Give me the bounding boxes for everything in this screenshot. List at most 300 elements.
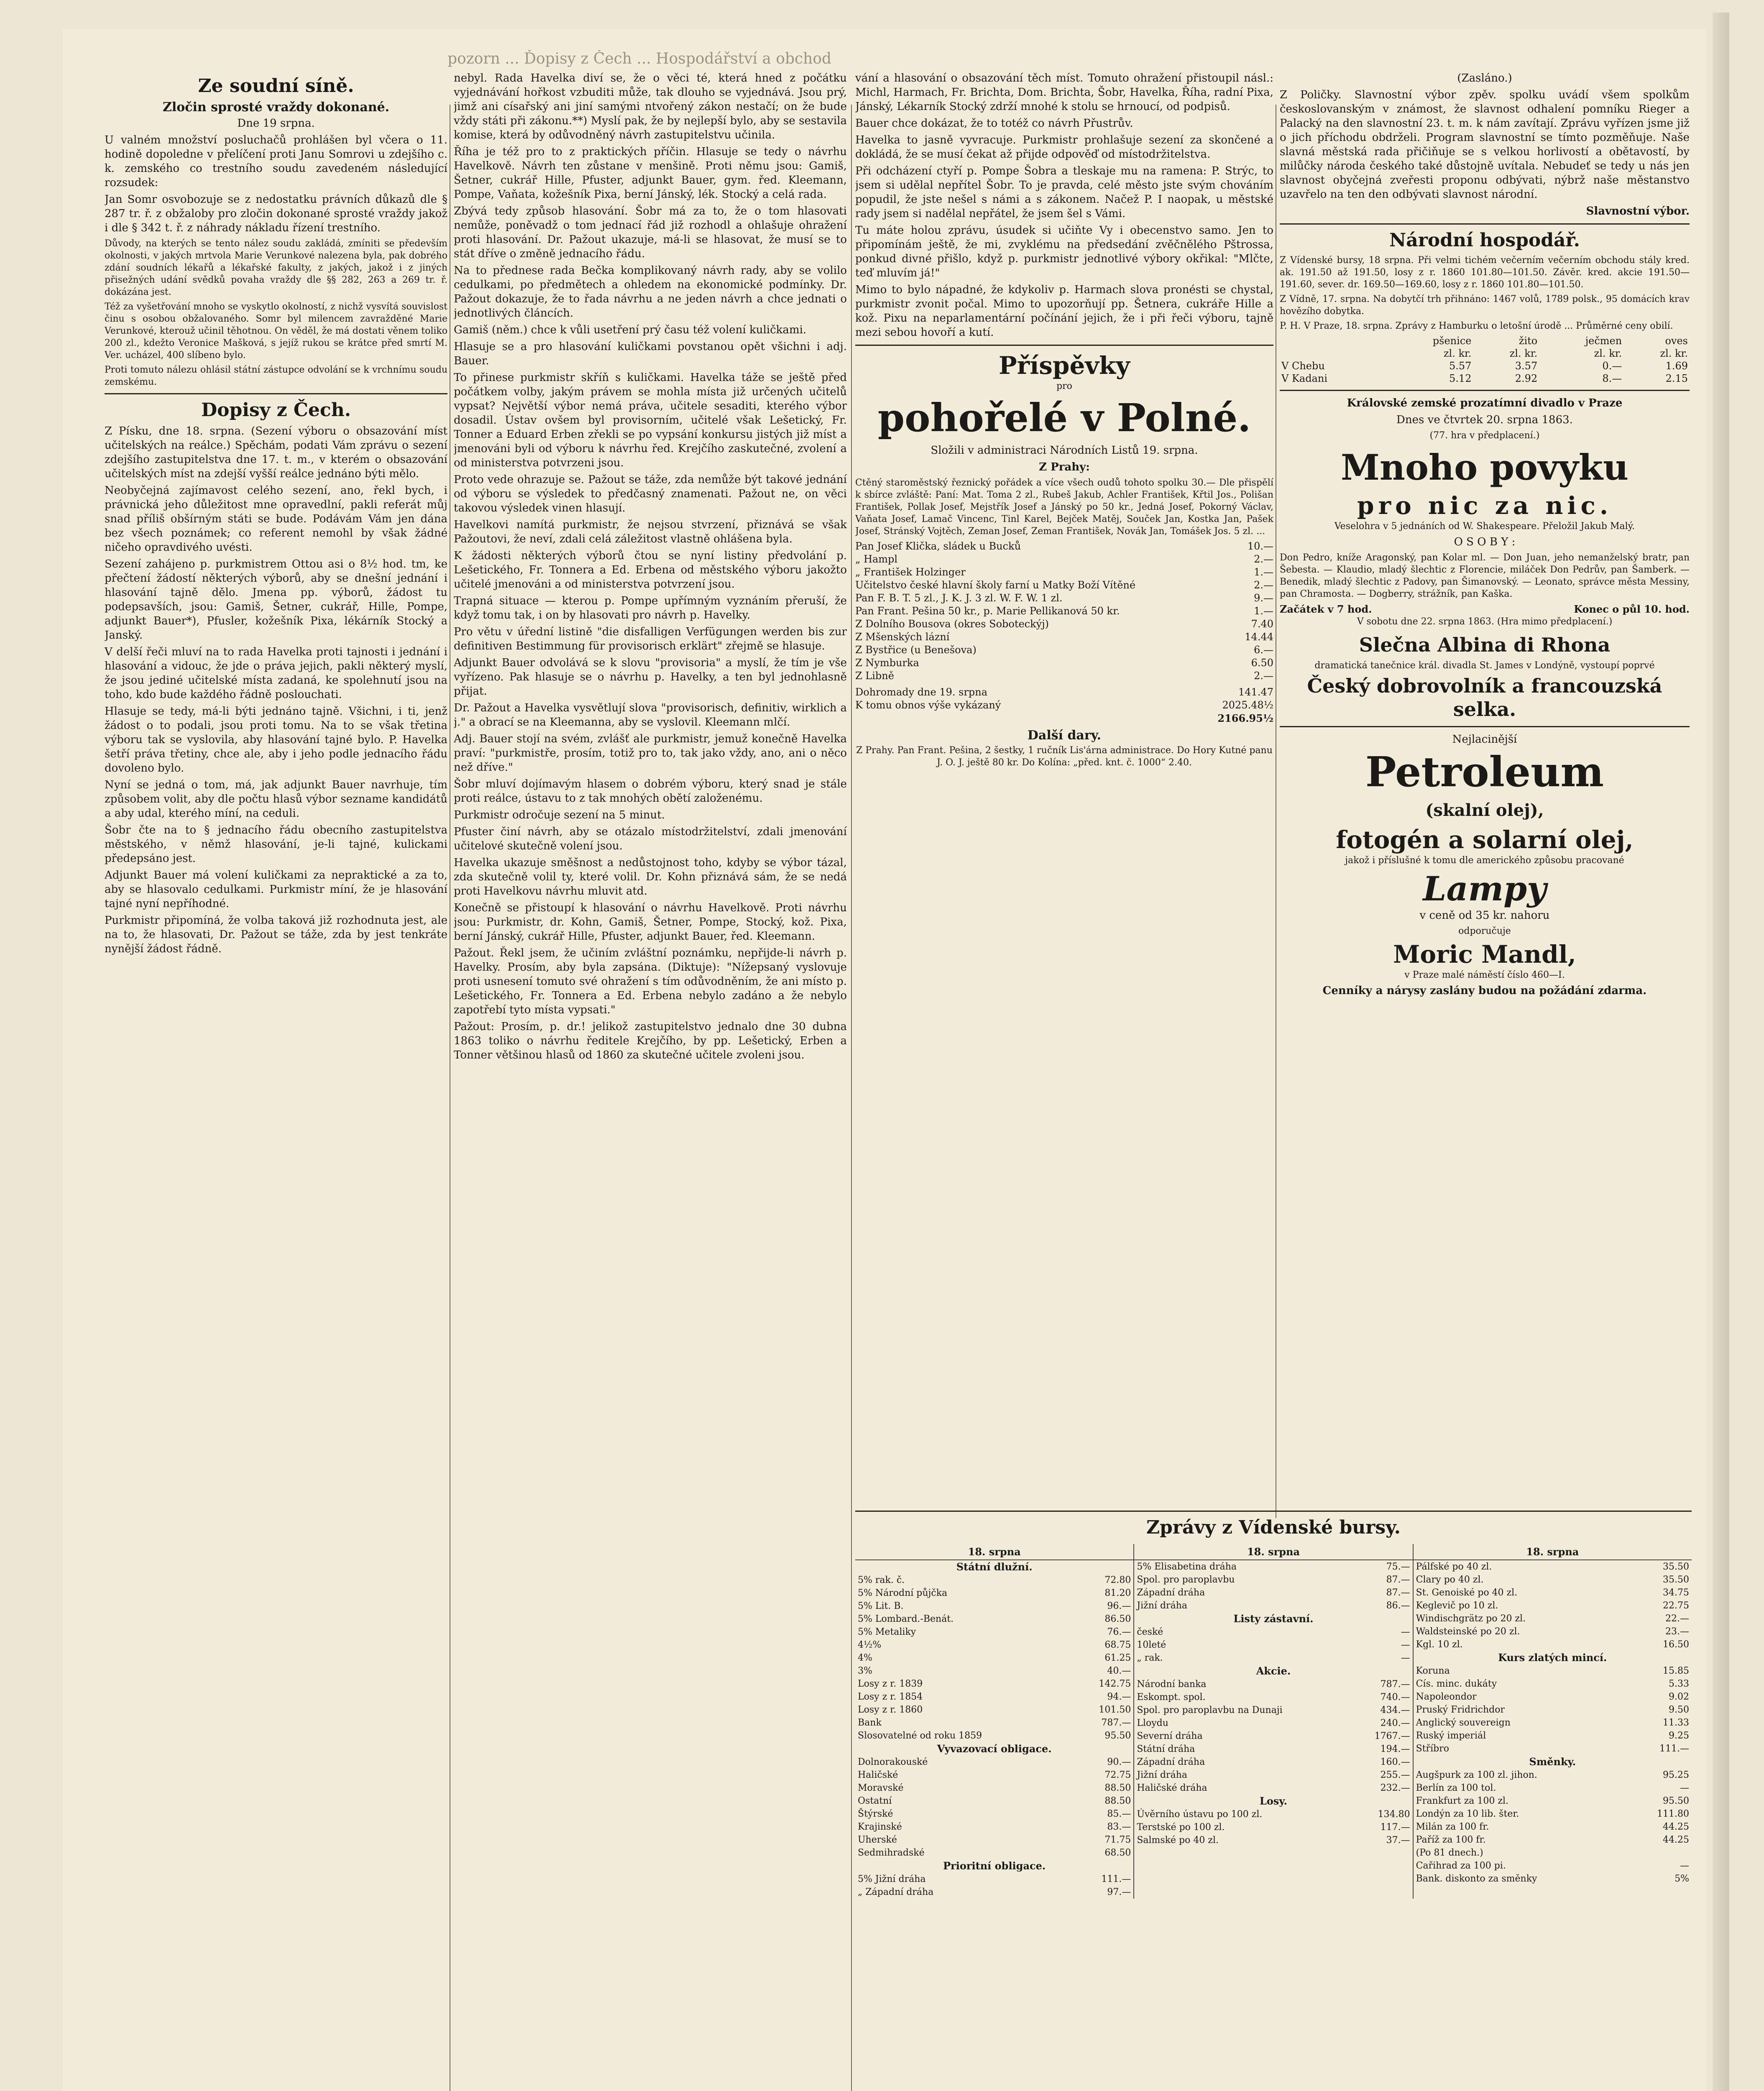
item-value: 2.— (1254, 553, 1273, 565)
section-title-economy: Národní hospodář. (1389, 230, 1580, 251)
bourse-item-value: 94.— (1107, 1692, 1131, 1702)
column-1 (105, 71, 447, 2091)
bourse-item-name: Milán za 100 fr. (1416, 1822, 1489, 1832)
bourse-item-name: 5% Lombard.-Benát. (858, 1614, 954, 1624)
next-show: V sobotu dne 22. srpna 1863. (Hra mimo předplacení.) (1357, 616, 1613, 627)
bourse-row (1414, 1807, 1692, 1820)
contributions-title: Příspěvky (999, 351, 1130, 380)
total-value: 2025.48½ (1222, 699, 1273, 711)
bourse-item-value: 34.75 (1663, 1587, 1689, 1598)
bourse-item-name: Spol. pro paroplavbu na Dunaji (1137, 1705, 1283, 1715)
bourse-row (1134, 1834, 1412, 1847)
list-item (855, 618, 1273, 631)
signature: Slavnostní výbor. (1586, 205, 1690, 217)
item-label: Učitelstvo české hlavní školy farní u Matky Boží Vítěné (855, 579, 1136, 591)
table-cell: V Chebu (1281, 360, 1325, 372)
bourse-section-header: Státní dlužní. (956, 1561, 1033, 1573)
top-bleed-through: pozorn ... Ďopisy z Čech ... Hospodářství a obchod (447, 50, 832, 67)
item-value: 7.40 (1251, 618, 1273, 630)
bourse-item-name: Národní banka (1137, 1679, 1207, 1690)
item-label: Z Libně (855, 670, 894, 682)
bourse-item-value: 44.25 (1663, 1835, 1689, 1845)
divider (1280, 726, 1690, 727)
bourse-item-name: Windischgrätz po 20 zl. (1416, 1613, 1526, 1624)
bourse-section-header: Vyvazovací obligace. (937, 1743, 1052, 1755)
divider (1280, 390, 1690, 391)
bourse-section-header: Směnky. (1529, 1756, 1576, 1768)
bourse-item-value: 35.50 (1663, 1575, 1689, 1585)
bourse-column (1413, 1544, 1692, 1899)
bourse-row (855, 1664, 1133, 1677)
bourse-item-value: 85.— (1107, 1809, 1131, 1819)
contributions-main-title: pohořelé v Polné. (877, 395, 1251, 440)
item-value: 10.— (1247, 540, 1273, 552)
bourse-item-name: „ rak. (1137, 1653, 1163, 1663)
bourse-row (1414, 1794, 1692, 1807)
bourse-item-name: 5% Elisabetina dráha (1137, 1562, 1237, 1572)
table-cell: 5.57 (1449, 360, 1472, 372)
bourse-item-name: české (1137, 1627, 1163, 1637)
bourse-row (1134, 1769, 1412, 1782)
bourse-item-name: Eskompt. spol. (1137, 1692, 1206, 1702)
bourse-item-name: 5% Jižní dráha (858, 1874, 926, 1884)
paragraph: Z Poličky. Slavnostní výbor zpěv. spolku uvádí všem spolkům českoslovanským v známost, že slavnost odhalení pomníku Rieger a Palacký na den slavnostní 23. t. m. k nám zavítají. Zprávu vyřízen jsme již o jich příchodu obdrželi. Program slavnostní se tímto pozměňuje. Naše slavná městská rada přičiňuje se s velkou horlivostí a obětavostí, by milůčky národa českého také důstojně uvítala. Nebudeť se tedy u nás jen slavnost obyčejná zveřesti proponu odbývati, nýbrž naše městanstvo uzavřelo na ten den odbývati slavnost národní. (1280, 89, 1690, 201)
bourse-row (855, 1613, 1133, 1626)
list-item (855, 670, 1273, 683)
bourse-item-name: Jižní dráha (1137, 1600, 1187, 1611)
list-item (855, 605, 1273, 618)
bourse-col-header: 18. srpna (1134, 1544, 1412, 1560)
bourse-item-value: 117.— (1380, 1822, 1410, 1833)
bourse-item-name: Augšpurk za 100 zl. jihon. (1416, 1770, 1537, 1780)
item-label: Z Nymburka (855, 657, 919, 669)
bourse-row (855, 1716, 1133, 1729)
play-title: Mnoho povyku (1340, 447, 1629, 488)
bourse-row (855, 1782, 1133, 1794)
paragraph: Proti tomuto nálezu ohlásil státní zástupce odvolání se k vrchnímu soudu zemskému. (105, 365, 447, 387)
bourse-row (855, 1794, 1133, 1807)
paragraph: Pfuster činí návrh, aby se otázalo místodržitelství, zdali jmenování učitelové skutečně volení jsou. (454, 826, 847, 852)
bourse-item-name: Napoleondor (1416, 1692, 1477, 1702)
table-cell: 0.— (1602, 360, 1622, 372)
bourse-item-name: St. Genoiské po 40 zl. (1416, 1587, 1518, 1598)
bourse-item-value: 61.25 (1104, 1653, 1131, 1663)
bourse-item-value: 95.50 (1663, 1796, 1689, 1806)
bourse-row (1134, 1678, 1412, 1691)
item-value: 1.— (1254, 566, 1273, 578)
bourse-item-value: 111.— (1101, 1874, 1131, 1884)
table-cell: 3.57 (1515, 360, 1538, 372)
bourse-item-value: — (1401, 1640, 1410, 1650)
bourse-row (1134, 1626, 1412, 1639)
bourse-item-value: 787.— (1380, 1679, 1410, 1690)
ad-recommends: odporučuje (1458, 926, 1511, 936)
letters-body (105, 424, 447, 956)
paragraph: Též za vyšetřování mnoho se vyskytlo okolností, z nichž vysvítá souvislost činu s osobou obžalovaného. Somr byl milencem zavražděné Marie Verunkové, kterouž učinil těhotnou. On věděl, že má dostati věnem toliko 200 zl., kdežto Veronice Mašková, s jejíž rukou se krátce před smrtí M. Ver. ucházel, 400 slíbeno bylo. (105, 302, 447, 360)
item-value: 1.— (1254, 605, 1273, 617)
list-item (855, 553, 1273, 566)
table-cell: zl. kr. (1594, 348, 1622, 359)
ad-petroleum: Petroleum (1365, 748, 1604, 796)
paragraph: Šobr mluví dojímavým hlasem o dobrém výboru, který snad je stále proti reálce, ústavu to z tak mnohých obětí založenému. (454, 778, 847, 805)
grand-total-value: 2166.95½ (1217, 712, 1273, 724)
contributions-pro: pro (1056, 381, 1072, 391)
sent-in-label: (Zasláno.) (1457, 72, 1512, 84)
bourse-item-value: 88.50 (1104, 1783, 1131, 1793)
ad-cheapest: Nejlacinější (1452, 733, 1517, 746)
bourse-item-value: 255.— (1380, 1770, 1410, 1780)
table-row (1280, 335, 1690, 347)
item-label: Pan F. B. T. 5 zl., J. K. J. 3 zl. W. F. W. 1 zl. (855, 592, 1063, 604)
bourse-item-value: 23.— (1665, 1626, 1689, 1637)
bourse-row (1414, 1703, 1692, 1716)
bourse-item-name: Anglický souvereign (1416, 1718, 1511, 1728)
bourse-item-name: Frankfurt za 100 zl. (1416, 1796, 1509, 1806)
guest-name: Slečna Albina di Rhona (1359, 634, 1611, 656)
paragraph: Sezení zahájeno p. purkmistrem Ottou asi o 8½ hod. tm, ke přečtení žádostí některých výborů, aby se dnešní jednání i hlasování tajně dělo. Jmena pp. výborů, žádost tu podepsavších, jsou: Gamiš, Šetner, cukrář, Hille, Pompe, adjunkt Bauer*), Pfusler, kožešník Pixa, lékárník Stocký a Janský. (105, 558, 447, 642)
divider (105, 393, 447, 394)
paragraph: Nyní se jedná o tom, má, jak adjunkt Bauer navrhuje, tím způsobem volit, aby dle počtu hlasů výbor sezname kandidátů a aby udal, kterého míní, na ceduli. (105, 779, 447, 820)
paragraph: Šobr čte na to § jednacího řádu obecního zastupitelstva městského, v němž hlasování, je-li tajné, kulickami předepsáno jest. (105, 824, 447, 865)
table-cell: zl. kr. (1509, 348, 1538, 359)
bourse-item-name: Jižní dráha (1137, 1770, 1187, 1780)
guest-piece: Český dobrovolník a francouzská selka. (1307, 675, 1662, 721)
total-row (855, 686, 1273, 699)
bourse-item-value: 86.50 (1104, 1614, 1131, 1624)
paragraph: Adj. Bauer stojí na svém, zvlášť ale purkmistr, jemuž konečně Havelka praví: "purkmistře, prosím, totiž pro to, tak jako vždy, ano, ani o něco než dříve." (454, 733, 847, 774)
section-title-letters: Dopisy z Čech. (201, 399, 351, 421)
ad-price: v ceně od 35 kr. nahoru (1419, 909, 1550, 922)
paragraph: Pažout: Prosím, p. dr.! jelikož zastupitelstvo jednalo dne 30 dubna 1863 toliko o návrhu ředitele Krejčího, by pp. Lešetický, Erben a Tonner většinou hlasů od 1860 za skutečné učitele zvoleni jsou. (454, 1020, 847, 1061)
bourse-item-name: Londýn za 10 lib. šter. (1416, 1809, 1519, 1819)
bourse-item-name: 4½% (858, 1640, 882, 1650)
start-time: Začátek v 7 hod. (1280, 603, 1372, 615)
bourse-item-value: 11.33 (1663, 1718, 1689, 1728)
bourse-item-name: Losy z r. 1860 (858, 1705, 923, 1715)
paragraph: Purkmistr odročuje sezení na 5 minut. (454, 809, 665, 821)
paragraph: Purkmistr připomíná, že volba taková již rozhodnuta jest, ale na to, že hlasovati, Dr. Pažout se táže, zda by jest tenkráte nynější žádost řádně. (105, 914, 447, 955)
paragraph: nebyl. Rada Havelka diví se, že o věci té, která hned z počátku vyjednávání hořkost vzbuditi může, tak dlouho se vyjednává. Jsou prý, jimž ani císařský ani jiní samými ntvořený zákon nestačí; on že bude vždy státi při zákonu.**) Myslí pak, že by nejlepší bylo, aby se sestavila komise, která by odůvodněný návrh zastupitelstvu učinila. (454, 72, 847, 141)
bourse-item-name: Paříž za 100 fr. (1416, 1835, 1486, 1845)
bourse-item-value: 9.02 (1669, 1692, 1689, 1702)
bourse-row (1414, 1769, 1692, 1782)
bourse-section-header: Prioritní obligace. (943, 1860, 1046, 1872)
item-label: Z Mšenských lázní (855, 631, 950, 643)
bourse-item-value: 111.80 (1657, 1809, 1689, 1819)
bourse-row (1134, 1730, 1412, 1743)
bourse-item-name: 5% rak. č. (858, 1575, 905, 1585)
bourse-row (1134, 1586, 1412, 1599)
list-item (855, 579, 1273, 592)
bourse-item-name: 3% (858, 1666, 872, 1676)
bourse-item-name: Keglevič po 10 zl. (1416, 1600, 1498, 1611)
bourse-row (1414, 1677, 1692, 1690)
table-cell: V Kadani (1281, 373, 1328, 384)
bourse-row (1414, 1833, 1692, 1846)
item-label: „ Hampl (855, 553, 898, 565)
bourse-row (855, 1574, 1133, 1587)
table-row (1280, 372, 1690, 385)
paragraph: Mimo to bylo nápadné, že kdykoliv p. Harmach slova pronésti se chystal, purkmistr zvonit počal. Mimo to upozorňují pp. Šetnera, cukráře Hille a kož. Pixu na neparlamentární počínání jejich, že i při řeči výboru, tajně mezi sebou hovoří a kutí. (855, 284, 1273, 339)
bourse-item-name: (Po 81 dnech.) (1416, 1848, 1483, 1858)
bourse-row (1414, 1625, 1692, 1638)
bourse-item-value: 83.— (1107, 1822, 1131, 1832)
paragraph: Neobyčejná zajímavost celého sezení, ano, řekl bych, i právnická jeho důležitost mne opravedlní, pakli referát můj snad příliš obšírným státi se bude. Podávám Vám jen dána bez všech poznámek; co referent nemohl by však žádné ničeho opravdivého uvésti. (105, 484, 447, 554)
list-item (855, 657, 1273, 670)
bourse-row (1134, 1651, 1412, 1664)
paragraph: Z Vídně, 17. srpna. Na dobytčí trh přihnáno: 1467 volů, 1789 polsk., 95 domácích krav hovězího dobytka. (1280, 294, 1690, 317)
paragraph: Z Písku, dne 18. srpna. (Sezení výboru o obsazování míst učitelských na reálce.) Spěchám, podati Vám zprávu o sezení zdejšího zastupitelstva dne 17. t. m., v kterém o obsazování učitelských míst na zdejší vyšší reálce jednáno býti mělo. (105, 425, 447, 480)
bourse-item-value: — (1680, 1861, 1689, 1871)
column-4 (1280, 71, 1690, 1489)
bourse-item-value: 9.25 (1669, 1731, 1689, 1741)
guest-desc: dramatická tanečnice král. divadla St. James v Londýně, vystoupí poprvé (1314, 660, 1655, 671)
bourse-item-name: Moravské (858, 1783, 904, 1793)
item-label: Pan Frant. Pešina 50 kr., p. Marie Pellikanová 50 kr. (855, 605, 1120, 617)
item-label: Z Bystřice (u Benešova) (855, 644, 977, 656)
paragraph: P. H. V Praze, 18. srpna. Zprávy z Hamburku o letošní úrodě ... Průměrné ceny obilí. (1280, 321, 1673, 331)
paragraph: Na to přednese rada Bečka komplikovaný návrh rady, aby se volilo cedulkami, po předmětech a ohledem na ekonomické podmínky. Dr. Pažout dokazuje, že to řada návrhu a ne jeden návrh a chce jednati o jednotlivých článcích. (454, 264, 847, 320)
bourse-item-value: — (1401, 1653, 1410, 1663)
paragraph: Zbývá tedy způsob hlasování. Šobr má za to, že o tom hlasovati nemůže, poněvadž o tom jednací řád již rozhodl a ohlašuje ohražení proti hlasování. Dr. Pažout ukazuje, má-li se hlasovat, že musí se to stát dříve o změně jednacího řádu. (454, 205, 847, 260)
paragraph: Havelka ukazuje směšnost a nedůstojnost toho, kdyby se výbor tázal, zda skutečně volil ty, které volil. Dr. Kohn přiznává sám, že se nedá proti Havelkovu návrhu mluvit atd. (454, 856, 847, 897)
bourse-row (855, 1677, 1133, 1690)
bourse-item-name: Haličské (858, 1770, 898, 1780)
paragraph: Havelkovi namítá purkmistr, že nejsou stvrzení, přiznává se však Pažoutovi, že neví, zdali celá záležitost vlastně ohlášena byla. (454, 519, 847, 545)
bourse-col-header: 18. srpna (855, 1544, 1133, 1560)
paragraph: To přinese purkmistr skříň s kuličkami. Havelka táže se ještě před počátkem volby, jakým právem se mohla místa již určených učitelů vypsat? Největší výbor nemá práva, učitele sesaditi, kterého výbor dosadil. Ústav ovšem byl provisorním, učitelé však Lešetický, Fr. Tonner a Eduard Erben zřekli se po vypsání konkursu jistých již míst a jmenováni byli od výboru k návrhu řed. Krejčího zaskutečné, zvolení a od ministerstva potvrzeni jsou. (454, 371, 847, 469)
column-rule (851, 105, 852, 2091)
contributions-note: Složili v administraci Národních Listů 19. srpna. (931, 444, 1198, 457)
bourse-item-value: — (1401, 1627, 1410, 1637)
bourse-item-name: Losy z r. 1854 (858, 1692, 923, 1702)
bourse-section-header: Listy zástavní. (1233, 1613, 1314, 1625)
paragraph: V delší řeči mluví na to rada Havelka proti tajnosti i jednání i hlasování a vidouc, že jde o práva jejich, pakli některý myslí, že jsou jediné učitelské místa zadaná, ke spolehnutí jsou na toho, kdo bude každého řádně poslouchati. (105, 646, 447, 701)
table-row (1280, 347, 1690, 360)
paragraph: Důvody, na kterých se tento nález soudu zakládá, zmíniti se především okolnosti, v jakých mrtvola Marie Verunkové nalezena byla, pak dobrého zdání soudních lékařů a lékařské fakulty, z jakých, jakož i z jiných přisežných udání svědků povaha vraždy dle §§ 282, 263 a 269 tr. ř. dokázána jest. (105, 238, 447, 297)
bourse-item-value: 71.75 (1104, 1835, 1131, 1845)
bourse-item-name: Cís. minc. dukáty (1416, 1679, 1497, 1689)
item-value: 6.50 (1251, 657, 1273, 669)
table-header: ječmen (1585, 335, 1622, 347)
bourse-item-name: Slosovatelné od roku 1859 (858, 1731, 982, 1741)
bourse-row (855, 1729, 1133, 1742)
bourse-row (855, 1587, 1133, 1600)
bourse-item-name: Lloydu (1137, 1718, 1168, 1728)
bourse-item-name: Waldsteinské po 20 zl. (1416, 1626, 1520, 1637)
bourse-item-name: Berlín za 100 tol. (1416, 1783, 1496, 1793)
bourse-section-header: Kurs zlatých mincí. (1498, 1651, 1607, 1664)
bourse-item-name: Haličské dráha (1137, 1783, 1207, 1793)
bourse-row (855, 1886, 1133, 1899)
bourse-row (855, 1639, 1133, 1651)
bourse-row (1414, 1872, 1692, 1885)
ad-address: v Praze malé náměstí číslo 460—I. (1404, 970, 1565, 980)
bourse-table (855, 1544, 1692, 1899)
bourse-row (1134, 1704, 1412, 1717)
cast-list: Don Pedro, kníže Aragonský, pan Kolar ml. — Don Juan, jeho nemanželský bratr, pan Šebesta. — Klaudio, mladý šlechtic z Florencie, miláček Don Pedrův, pan Šamberk. — Benedik, mladý šlechtic z Padovy, pan Šimanovský. — Leonato, správce města Messiny, pan Chramosta. — Dogberry, strážník, pan Kaška. (1280, 552, 1690, 599)
bourse-column (855, 1544, 1133, 1899)
bourse-row (855, 1820, 1133, 1833)
bourse-item-name: 10leté (1137, 1640, 1166, 1650)
court-subtitle: Zločin sprosté vraždy dokonané. (162, 100, 390, 115)
total-row (855, 699, 1273, 712)
bourse-item-value: 87.— (1386, 1575, 1410, 1585)
paragraph: K žádosti některých výborů čtou se nyní listiny předvolání p. Lešetického, Fr. Tonnera a Ed. Erbena od městského výboru jakožto učitelé jmenováni a od ministerstva potvrzení jsou. (454, 550, 847, 590)
bourse-row (1414, 1664, 1692, 1677)
bourse-item-value: 5% (1675, 1874, 1689, 1884)
bourse-item-value: — (1680, 1783, 1689, 1793)
bourse-item-value: 40.— (1107, 1666, 1131, 1676)
bourse-item-name: 5% Metaliky (858, 1627, 916, 1637)
bourse-item-name: Losy z r. 1839 (858, 1679, 923, 1689)
item-value: 2.— (1254, 670, 1273, 682)
end-time: Konec o půl 10. hod. (1574, 603, 1690, 615)
bourse-row (1134, 1599, 1412, 1612)
ad-desc: jakož i příslušné k tomu dle amerického způsobu pracované (1345, 855, 1624, 866)
bourse-row (1414, 1782, 1692, 1794)
bourse-row (1414, 1612, 1692, 1625)
grand-total-row (855, 712, 1273, 725)
vienna-bourse-section (855, 1506, 1692, 2091)
bourse-item-name: Clary po 40 zl. (1416, 1575, 1484, 1585)
bourse-row (855, 1846, 1133, 1859)
bourse-item-name: Severní dráha (1137, 1731, 1203, 1741)
paragraph: Pro větu v úřední listině "die disfalligen Verfügungen werden bis zur definitiven Bestimmung für provisorisch erklärt" zřejmě se hlasuje. (454, 626, 847, 652)
bourse-item-value: 90.— (1107, 1757, 1131, 1767)
list-item (855, 566, 1273, 579)
bourse-item-value: 95.25 (1663, 1770, 1689, 1780)
theatre-note: (77. hra v předplacení.) (1429, 430, 1540, 441)
paragraph: Říha je též pro to z praktických příčin. Hlasuje se tedy o návrhu Havelkově. Návrh ten zůstane v menšině. Proti němu jsou: Gamiš, Šetner, cukrář Hille, Pfuster, adjunkt Bauer, gym. řed. Kleemann, Pompe, Vaňata, kožešník Pixa, berní Jánský, lék. Stocký a celá rada. (454, 146, 847, 201)
paragraph: Při odcházení ctyří p. Pompe Šobra a tleskaje mu na ramena: P. Strýc, to jsem si udělal nepřítel Šobr. To je pravda, celé město jste svým chováním popudil, že jste nešel s námi a s zákonem. Načež P. I naopak, u městské rady jsem si nadělal nepřátel, že jsem šel s Vámi. (855, 165, 1273, 220)
bourse-item-value: 434.— (1380, 1705, 1410, 1715)
bourse-row (855, 1626, 1133, 1639)
bourse-item-name: Kgl. 10 zl. (1416, 1639, 1463, 1650)
bourse-item-value: 72.75 (1104, 1770, 1131, 1780)
bourse-item-name: Státní dráha (1137, 1744, 1195, 1754)
bourse-item-value: 740.— (1380, 1692, 1410, 1702)
bourse-item-value: 96.— (1107, 1601, 1131, 1611)
cast-heading: O S O B Y : (1454, 536, 1516, 548)
table-cell: 5.12 (1449, 373, 1472, 384)
bourse-row (1414, 1690, 1692, 1703)
bourse-item-value: 22.75 (1663, 1600, 1689, 1611)
bourse-item-value: 240.— (1380, 1718, 1410, 1728)
show-times (1280, 603, 1690, 616)
column-3 (855, 71, 1273, 1489)
bourse-item-value: 68.50 (1104, 1848, 1131, 1858)
bourse-item-value: 97.— (1107, 1887, 1131, 1897)
bourse-item-value: 1767.— (1374, 1731, 1410, 1741)
table-header (1280, 335, 1384, 347)
item-value: 14.44 (1245, 631, 1273, 643)
paragraph: Z Vídenské bursy, 18 srpna. Při velmi tichém večerním večerním obchodu stály kred. ak. 191.50 až 191.50, losy z r. 1860 101.80—101.50. Závěr. kred. akcie 191.50—191.60, sever. dr. 169.50—169.60, losy z r. 1860 101.80—101.50. (1280, 255, 1690, 290)
bourse-row (855, 1873, 1133, 1886)
paragraph: Adjunkt Bauer má volení kuličkami za nepraktické a za to, aby se hlasovalo cedulkami. Purkmistr míní, že je hlasování tajné nyní nepříhodné. (105, 869, 447, 910)
bourse-item-name: Terstské po 100 zl. (1137, 1822, 1225, 1833)
bourse-item-value: 37.— (1386, 1835, 1410, 1846)
play-description: Veselohra v 5 jednáních od W. Shakespeare. Přeložil Jakub Malý. (1334, 521, 1635, 532)
bourse-row (855, 1769, 1133, 1782)
bourse-item-name: „ Západní dráha (858, 1887, 934, 1897)
bourse-row (1414, 1716, 1692, 1729)
bourse-row (1414, 1599, 1692, 1612)
bourse-item-value: 194.— (1380, 1744, 1410, 1754)
table-row (1280, 360, 1690, 372)
paragraph: Hlasuje se a pro hlasování kuličkami povstanou opět všichni i adj. Bauer. (454, 340, 847, 367)
bourse-row (855, 1807, 1133, 1820)
bourse-item-value: 16.50 (1663, 1639, 1689, 1650)
bourse-row (855, 1651, 1133, 1664)
table-header: žito (1519, 335, 1538, 347)
divider (855, 345, 1273, 346)
bourse-row (1134, 1743, 1412, 1756)
bourse-item-name: Úvěrního ústavu po 100 zl. (1137, 1809, 1263, 1820)
bourse-item-name: Ruský imperiál (1416, 1731, 1486, 1741)
bourse-item-name: Uherské (858, 1835, 897, 1845)
paragraph: Havelka to jasně vyvracuje. Purkmistr prohlašuje sezení za skončené a dokládá, že se musí čekat až přijde odpověď od místodržitelstva. (855, 134, 1273, 161)
table-cell: 1.69 (1665, 360, 1688, 372)
paragraph: Jan Somr osvobozuje se z nedostatku právních důkazů dle § 287 tr. ř. z obžaloby pro zločin dokonané sprosté vraždy jakož i dle § 342 t. ř. z náhrady nákladu řízení trestního. (105, 193, 447, 234)
list-item (855, 631, 1273, 644)
bourse-row (855, 1703, 1133, 1716)
bourse-row (1134, 1808, 1412, 1821)
paragraph: Tu máte holou zprávu, úsudek si učiňte Vy i obecenstvo samo. Jen to připomínám ještě, že mi, zvyklému na předsedání zvěčnělého Pštrossa, ponkud divné přišlo, když p. purkmistr jednotlivé výbory okřikal: "Mlčte, teď mluvím já!" (855, 224, 1273, 279)
table-cell: 8.— (1602, 373, 1622, 384)
paragraph: Proto vede ohrazuje se. Pažout se táže, zda nemůže být takové jednání od výboru se výsledek to předčasný znamenati. Pažout ne, on věci takovou výsledek vinen hlasují. (454, 473, 847, 514)
table-cell: zl. kr. (1660, 348, 1688, 359)
table-header: pšenice (1432, 335, 1472, 347)
bourse-item-name: Spol. pro paroplavbu (1137, 1575, 1235, 1585)
bourse-item-value: 87.— (1386, 1587, 1410, 1598)
bourse-item-name: Ostatní (858, 1796, 892, 1806)
bourse-row (1134, 1560, 1412, 1573)
item-label: „ František Holzinger (855, 566, 966, 578)
paragraph: Konečně se přistoupí k hlasování o návrhu Havelkově. Proti návrhu jsou: Purkmistr, dr. Kohn, Gamiš, Šetner, Pompe, Stocký, kož. Pixa, berní Jánský, cukrář Hille, Pfuster, adjunkt Bauer, řed. Kleemann. (454, 902, 847, 943)
bourse-row (1414, 1729, 1692, 1742)
bourse-row (1134, 1573, 1412, 1586)
paragraph: Bauer chce dokázat, že to totéž co návrh Přustrův. (855, 117, 1133, 130)
bourse-item-name: 4% (858, 1653, 872, 1663)
bourse-item-name: Krajinské (858, 1822, 902, 1832)
bourse-row (1134, 1821, 1412, 1834)
bourse-item-value: 76.— (1107, 1627, 1131, 1637)
bourse-item-value: 44.25 (1663, 1822, 1689, 1832)
bourse-row (1134, 1639, 1412, 1651)
bourse-row (855, 1600, 1133, 1613)
bourse-row (1414, 1742, 1692, 1755)
item-value: 6.— (1254, 644, 1273, 656)
divider (1280, 223, 1690, 225)
contributions-text: Ctěný staroměstský řeznický pořádek a více všech oudů tohoto spolku 30.— Dle přispělí k sbírce zvláště: Paní: Mat. Toma 2 zl., Rubeš Jakub, Achler František, Křtil Jos., Polišan František, Pollak Josef, Mejstřík Josef a Jánský po 50 kr., Jedná Josef, Pokorný Václav, Vaňata Josef, Lamač Vincenc, Tinl Karel, Bejček Matěj, Souček Jan, Kostka Jan, Pašek Josef, Stránský Vojtěch, Zeman Josef, Zeman František, Novák Jan, Tomášek Jos. 5 zl. ... (855, 478, 1273, 537)
bourse-row (1414, 1586, 1692, 1599)
column-2 (454, 71, 847, 2091)
bourse-item-value: 101.50 (1099, 1705, 1131, 1715)
grain-price-table (1280, 335, 1690, 385)
contributions-place: Z Prahy: (1039, 461, 1090, 473)
bourse-row (1414, 1859, 1692, 1872)
bourse-item-name: 5% Lit. B. (858, 1601, 904, 1611)
bourse-item-value: 68.75 (1104, 1640, 1131, 1650)
bourse-item-value: 134.80 (1378, 1809, 1410, 1820)
bourse-item-value: 232.— (1380, 1783, 1410, 1793)
divider (855, 1511, 1692, 1512)
paragraph: Pažout. Řekl jsem, že učiním zvláštní poznámku, nepřijde-li návrh p. Havelky. Prosím, aby byla zapsána. (Diktuje): "Nížepsaný vyslovuje proti usnesení tomuto své ohražení s tím odůvodněním, že ani místo p. Lešetického, Fr. Tonnera a Ed. Erbena nebylo zadáno a že nebylo zapotřebí tyto místa vypsati." (454, 947, 847, 1016)
bourse-row (855, 1690, 1133, 1703)
list-item (855, 592, 1273, 605)
theatre-name: Královské zemské prozatímní divadlo v Praze (1347, 397, 1623, 409)
